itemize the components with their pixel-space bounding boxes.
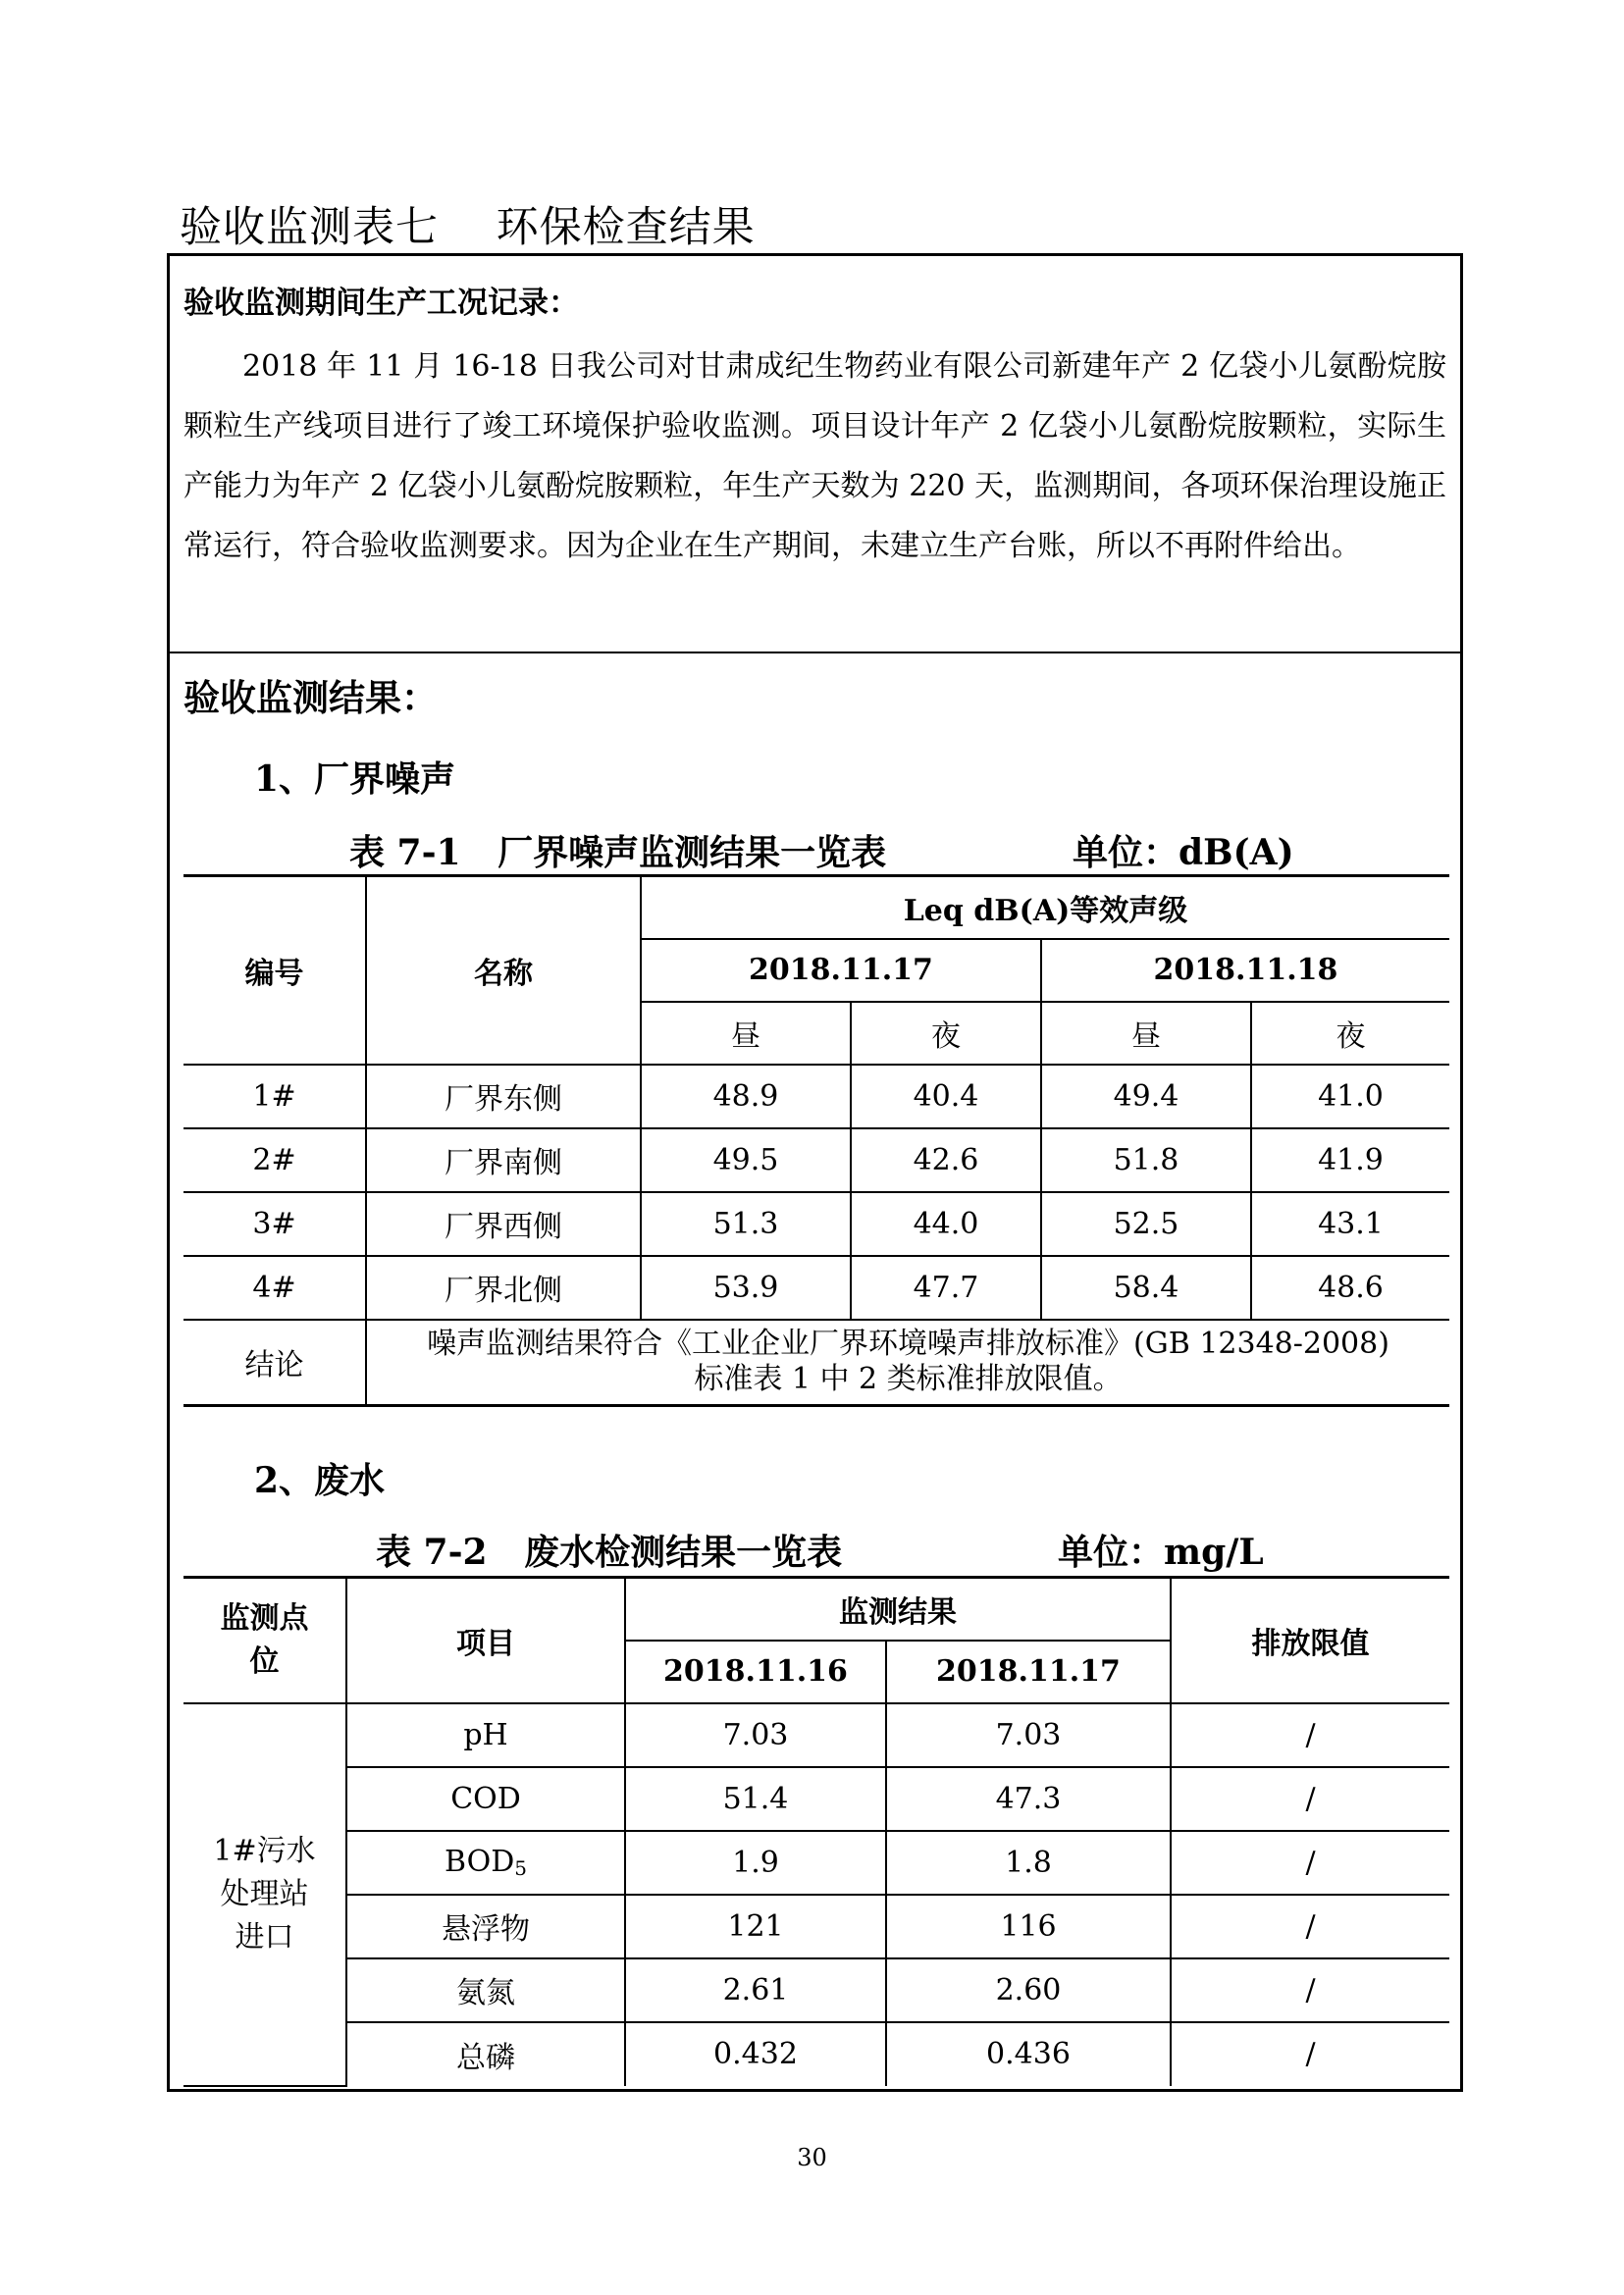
noise-cell-value: 48.6 <box>1251 1256 1449 1320</box>
noise-cell-value: 51.8 <box>1041 1128 1251 1192</box>
noise-cell-value: 41.9 <box>1251 1128 1449 1192</box>
wastewater-cell-item: 氨氮 <box>346 1958 625 2022</box>
noise-header-date2: 2018.11.18 <box>1041 939 1449 1002</box>
results-heading: 验收监测结果： <box>183 676 438 719</box>
wastewater-cell-item: pH <box>346 1703 625 1767</box>
wastewater-cell-value: 0.436 <box>886 2022 1171 2086</box>
wastewater-header-item: 项目 <box>346 1578 625 1703</box>
noise-cell-name: 厂界西侧 <box>366 1192 641 1256</box>
noise-header-day: 昼 <box>641 1002 851 1065</box>
table-row <box>183 1767 1449 1831</box>
noise-cell-value: 48.9 <box>641 1065 851 1128</box>
production-section <box>170 256 1460 653</box>
production-body: 2018 年 11 月 16-18 日我公司对甘肃成纪生物药业有限公司新建年产 2 亿袋小儿氨酚烷胺颗粒生产线项目进行了竣工环境保护验收监测。项目设计年产 2 亿袋小儿氨酚烷胺颗粒，实际生产能力为年产 2 亿袋小儿氨酚烷胺颗粒，年生产天数为 220 天，监测期间，各项环保治理设施正常运行，符合验收监测要求。因为企业在生产期间，未建立生产台账，所以不再附件给出。 <box>183 349 1446 563</box>
wastewater-header-results: 监测结果 <box>625 1578 1171 1641</box>
wastewater-cell-item <box>346 1831 625 1895</box>
noise-header-date1: 2018.11.17 <box>641 939 1041 1002</box>
wastewater-cell-value: 0.432 <box>625 2022 886 2086</box>
page-number: 30 <box>797 2144 827 2171</box>
wastewater-cell-limit: / <box>1171 1831 1449 1895</box>
table-row <box>183 1320 1449 1406</box>
wastewater-cell-value: 7.03 <box>886 1703 1171 1767</box>
wastewater-header-date2: 2018.11.17 <box>886 1641 1171 1703</box>
noise-cell-value: 53.9 <box>641 1256 851 1320</box>
wastewater-header-point-line: 位 <box>249 1643 280 1679</box>
table-row <box>183 1192 1449 1256</box>
wastewater-cell-value: 51.4 <box>625 1767 886 1831</box>
noise-cell-name: 厂界南侧 <box>366 1128 641 1192</box>
wastewater-header-point-line: 监测点 <box>220 1600 309 1636</box>
table-row <box>183 1703 1449 1767</box>
noise-cell-id: 4# <box>183 1256 366 1320</box>
wastewater-cell-limit: / <box>1171 1895 1449 1958</box>
wastewater-cell-limit: / <box>1171 1958 1449 2022</box>
noise-cell-value: 51.3 <box>641 1192 851 1256</box>
noise-conclusion-line: 标准表 1 中 2 类标准排放限值。 <box>694 1362 1123 1397</box>
wastewater-header-point <box>183 1578 346 1703</box>
noise-cell-value: 52.5 <box>1041 1192 1251 1256</box>
noise-table <box>183 874 1449 1407</box>
wastewater-point-line: 处理站 <box>220 1876 309 1911</box>
page-title: 验收监测表七 环保检查结果 <box>180 203 756 252</box>
report-frame <box>167 253 1463 2092</box>
noise-table-unit: 单位：dB(A) <box>1073 832 1294 873</box>
production-heading: 验收监测期间生产工况记录： <box>183 286 579 321</box>
table-row <box>183 1065 1449 1128</box>
noise-header-night: 夜 <box>851 1002 1041 1065</box>
noise-cell-name: 厂界东侧 <box>366 1065 641 1128</box>
wastewater-point-line: 进口 <box>235 1919 294 1955</box>
wastewater-cell-value: 121 <box>625 1895 886 1958</box>
noise-header-night: 夜 <box>1251 1002 1449 1065</box>
noise-cell-value: 47.7 <box>851 1256 1041 1320</box>
noise-header-group: Leq dB(A)等效声级 <box>641 876 1449 939</box>
noise-section-title: 1、厂界噪声 <box>254 758 456 800</box>
noise-cell-value: 58.4 <box>1041 1256 1251 1320</box>
wastewater-cell-limit: / <box>1171 1703 1449 1767</box>
noise-cell-id: 3# <box>183 1192 366 1256</box>
wastewater-point-line: 1#污水 <box>213 1833 316 1868</box>
noise-cell-value: 49.5 <box>641 1128 851 1192</box>
noise-cell-id: 2# <box>183 1128 366 1192</box>
wastewater-header-limit: 排放限值 <box>1171 1578 1449 1703</box>
table-row <box>183 2022 1449 2086</box>
noise-cell-value: 40.4 <box>851 1065 1041 1128</box>
noise-cell-value: 49.4 <box>1041 1065 1251 1128</box>
noise-conclusion-text <box>366 1320 1449 1406</box>
noise-cell-value: 43.1 <box>1251 1192 1449 1256</box>
wastewater-cell-value: 2.60 <box>886 1958 1171 2022</box>
noise-cell-value: 41.0 <box>1251 1065 1449 1128</box>
wastewater-cell-value: 1.9 <box>625 1831 886 1895</box>
wastewater-table <box>183 1576 1449 2087</box>
wastewater-cell-value: 1.8 <box>886 1831 1171 1895</box>
table-row <box>183 1831 1449 1895</box>
noise-header-id: 编号 <box>183 876 366 1065</box>
wastewater-cell-value: 2.61 <box>625 1958 886 2022</box>
wastewater-header-date1: 2018.11.16 <box>625 1641 886 1703</box>
wastewater-section-title: 2、废水 <box>254 1460 386 1501</box>
noise-cell-name: 厂界北侧 <box>366 1256 641 1320</box>
noise-conclusion-line: 噪声监测结果符合《工业企业厂界环境噪声排放标准》(GB 12348-2008) <box>427 1327 1389 1362</box>
wastewater-table-unit: 单位：mg/L <box>1058 1532 1264 1573</box>
noise-header-name: 名称 <box>366 876 641 1065</box>
table-row <box>183 1895 1449 1958</box>
wastewater-table-caption: 表 7-2 废水检测结果一览表 <box>376 1532 843 1573</box>
noise-cell-value: 44.0 <box>851 1192 1041 1256</box>
wastewater-point-name <box>183 1703 346 2086</box>
wastewater-cell-item: 总磷 <box>346 2022 625 2086</box>
wastewater-cell-item-text: BOD <box>445 1845 515 1879</box>
wastewater-cell-value: 47.3 <box>886 1767 1171 1831</box>
table-row <box>183 1256 1449 1320</box>
table-row <box>183 1128 1449 1192</box>
noise-conclusion-label: 结论 <box>183 1320 366 1406</box>
noise-cell-value: 42.6 <box>851 1128 1041 1192</box>
wastewater-cell-value: 116 <box>886 1895 1171 1958</box>
wastewater-cell-value: 7.03 <box>625 1703 886 1767</box>
noise-table-caption: 表 7-1 厂界噪声监测结果一览表 <box>349 832 887 873</box>
wastewater-cell-item: 悬浮物 <box>346 1895 625 1958</box>
wastewater-cell-limit: / <box>1171 2022 1449 2086</box>
noise-cell-id: 1# <box>183 1065 366 1128</box>
table-row <box>183 1958 1449 2022</box>
wastewater-cell-item: COD <box>346 1767 625 1831</box>
wastewater-cell-item-subscript: 5 <box>514 1856 527 1880</box>
wastewater-cell-limit: / <box>1171 1767 1449 1831</box>
noise-header-day: 昼 <box>1041 1002 1251 1065</box>
